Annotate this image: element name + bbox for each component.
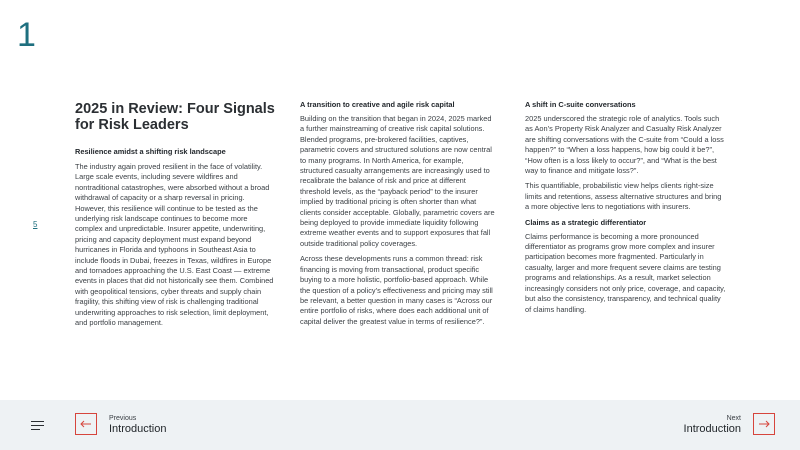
- column-resilience: [75, 100, 275, 334]
- previous-label: Previous: [109, 415, 137, 422]
- paragraph-claims: Claims performance is becoming a more pronounced differentiator as programs grow more complex and insurer participation becomes more fragmented. Particularly in casualty, larger and more frequent severe claims are testing programs and relationships. As a result, market selection increasingly considers not only price, coverage, and capacity, but also the consistency, transparency, and technical quality of claims handling.: [525, 231, 726, 314]
- paragraph-c-suite-2: This quantifiable, probabilistic view helps clients right-size limits and retentions, assess alternative structures and bring a more objective lens to negotiations with insurers.: [525, 181, 722, 212]
- arrow-right-icon[interactable]: [753, 413, 775, 435]
- arrow-left-icon[interactable]: [75, 413, 97, 435]
- hamburger-menu-icon[interactable]: [31, 421, 44, 430]
- paragraph-resilience: The industry again proved resilient in the face of volatility. Large scale events, including severe wildfires and nontraditional catastrophes, were absorbed without a broad withdrawal of capacity or a sharp reversal in pricing. However, this resilience will continue to be tested as the underlying risk landscape continues to become more complex and unpredictable. Insurer appetite, underwriting, pricing and capacity deployment must expand beyond hurricanes in Florida and typhoons in Southeast Asia to include floods in Dubai, freezes in Texas, wildfires in Europe and tornadoes approaching the U.S. East Coast — extreme events in places that did not historically see them. Combined with geopolitical tensions, cyber threats and supply chain fragility, this shifting view of risk is challenging traditional underwriting approaches to risk selection, limit deployment, and portfolio management.: [75, 162, 274, 328]
- page-number: 1: [17, 16, 36, 54]
- paragraph-risk-capital-1: Building on the transition that began in 2024, 2025 marked a further mainstreaming of creative risk capital solutions. Blended programs, pre-brokered facilities, captives, parametric covers and structured solutions are now central to many programs. In North America, for example, structured casualty arrangements are increasingly used to recalibrate the balance of risk and price at different threshold levels, as the “payback period” to the insurer implied by traditional pricing is often shorter than what clients consider acceptable. Globally, parametric covers are being deployed to provide immediate liquidity following extreme weather events and to support exposures that fall outside traditional policy coverages.: [300, 114, 495, 248]
- next-title[interactable]: Introduction: [683, 423, 741, 435]
- paragraph-c-suite-1: 2025 underscored the strategic role of analytics. Tools such as Aon’s Property Risk Analyzer and Casualty Risk Analyzer are shifting conversations with the C-suite from “Could a loss happen?” to “When a loss happens, how big could it be?”, “How often is a loss likely to occur?”, and “What is the best way to finance and mitigate loss?”.: [525, 114, 724, 176]
- section-heading-c-suite: A shift in C-suite conversations: [525, 100, 636, 109]
- section-heading-resilience: Resilience amidst a shifting risk landscape: [75, 147, 226, 156]
- paragraph-risk-capital-2: Across these developments runs a common thread: risk financing is moving from transactional, product specific buying to a more holistic, portfolio-based approach. While the question of a policy’s effectiveness and pricing may still be relevant, a better question in many cases is “Across our entire portfolio of risks, where does each additional unit of capital deliver the greatest value in terms of resilience?”.: [300, 254, 493, 326]
- footer-nav-bar: [0, 400, 800, 450]
- section-heading-claims: Claims as a strategic differentiator: [525, 217, 647, 227]
- section-heading-risk-capital: A transition to creative and agile risk capital: [300, 100, 455, 109]
- side-page-marker[interactable]: 5: [33, 220, 38, 229]
- next-label: Next: [726, 415, 741, 422]
- column-c-suite: [525, 100, 727, 320]
- column-risk-capital: [300, 100, 495, 332]
- article-title: 2025 in Review: Four Signals for Risk Leaders: [75, 101, 275, 133]
- previous-title[interactable]: Introduction: [109, 423, 167, 435]
